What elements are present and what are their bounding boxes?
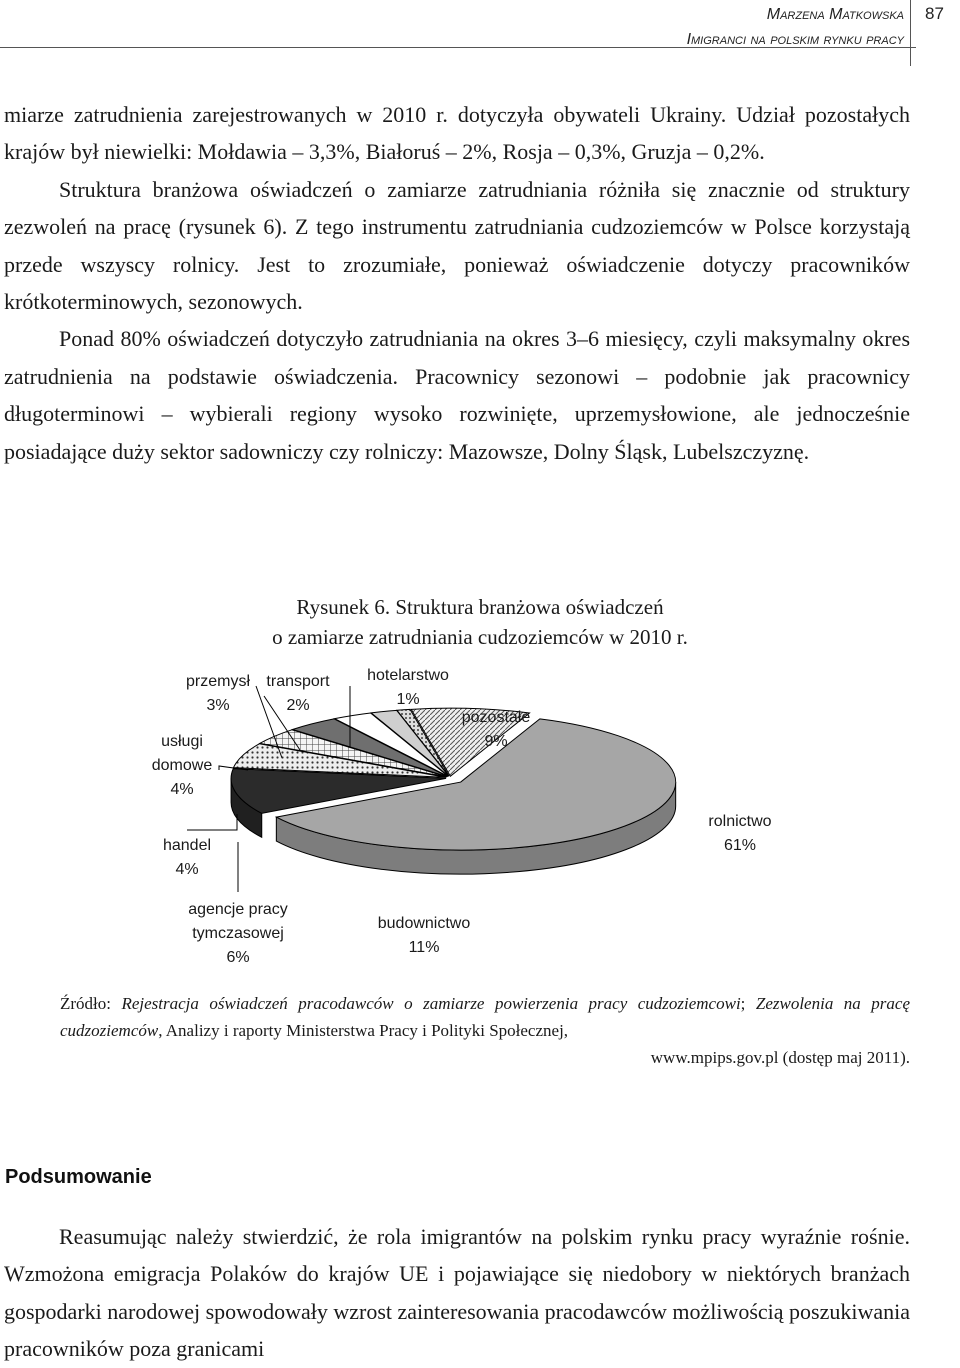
header-author: Marzena Matkowska — [766, 6, 904, 23]
pie-label-transport: transport 2% — [266, 673, 330, 714]
figure-caption — [0, 592, 960, 652]
page-number: 87 — [925, 4, 944, 23]
pie-label-hotelarstwo: hotelarstwo 1% — [367, 667, 449, 708]
source-publisher: , Analizy i raporty Ministerstwa Pracy i Polityki Społecznej, — [158, 1021, 569, 1040]
running-head — [687, 2, 904, 52]
pie-label-przemysł: przemysł 3% — [185, 673, 251, 714]
figure-caption-line-1: Rysunek 6. Struktura branżowa oświadczeń — [296, 595, 664, 619]
body-text — [4, 96, 910, 470]
pie-label-pozostałe: pozostałe 9% — [461, 709, 531, 750]
paragraph-1: miarze zatrudnienia zarejestrowanych w 2010 r. dotyczyła obywateli Ukrainy. Udział pozostałych krajów był niewielki: Mołdawia – 3,3%, Białoruś – 2%, Rosja – 0,3%, Gruzja – 0,2%. — [4, 102, 910, 165]
summary-text — [4, 1218, 910, 1368]
header-rule — [0, 47, 916, 48]
paragraph-3: Ponad 80% oświadczeń dotyczyło zatrudniania na okres 3–6 miesięcy, czyli maksymalny okres zatrudnienia na podstawie oświadczenia. Pracownicy sezonowi – podobnie jak pracownicy długoterminowi – wybierali regiony wysoko rozwinięte, uprzemysłowione, ale jednocześnie posiadające duży sektor sadowniczy czy rolniczy: Mazowsze, Dolny Śląsk, Lubelszczyznę. — [4, 326, 910, 464]
header-divider — [910, 0, 911, 66]
source-title-2: Zezwolenia na pracę cudzoziemców — [60, 994, 910, 1040]
pie-label-usługi-domowe: usługi domowe 4% — [151, 733, 213, 798]
source-url: www.mpips.gov.pl (dostęp maj 2011). — [650, 1048, 910, 1067]
summary-paragraph: Reasumując należy stwierdzić, że rola imigrantów na polskim rynku pracy wyraźnie rośnie. Wzmożona emigracja Polaków do krajów UE i pojawiające się niedobory w niektórych branżach gospodarki narodowej spowodowały wzrost zainteresowania pracodawców możliwością poszukiwania pracowników poza granicami — [4, 1224, 911, 1362]
section-title: Podsumowanie — [5, 1166, 152, 1188]
pie-leader-line — [187, 814, 237, 830]
source-label: Źródło — [60, 994, 107, 1013]
paragraph-2: Struktura branżowa oświadczeń o zamiarze zatrudniania różniła się znacznie od struktury zezwoleń na pracę (rysunek 6). Z tego instrumentu zatrudniania cudzoziemców w Polsce korzystają przede wszyscy rolnicy. Jest to zrozumiałe, ponieważ oświadczenie dotyczy pracowników krótkoterminowych, sezonowych. — [4, 176, 910, 315]
pie-label-budownictwo: budownictwo 11% — [377, 915, 471, 956]
figure-source: Źródło: Rejestracja oświadczeń pracodawców o zamiarze powierzenia pracy cudzoziemcowi; Zezwolenia na pracę cudzoziemców, Analizy i raporty Ministerstwa Pracy i Polityki Społecznej, www.mpips.gov.pl (dostęp maj 2011). — [60, 990, 910, 1071]
pie-label-handel: handel 4% — [162, 837, 212, 878]
pie-chart — [0, 660, 960, 990]
pie-label-agencje-pracy-tymczasowej: agencje pracy tymczasowej 6% — [188, 901, 288, 966]
figure-caption-line-2: o zamiarze zatrudniania cudzoziemców w 2010 r. — [272, 625, 688, 649]
source-title-1: Rejestracja oświadczeń pracodawców o zamiarze powierzenia pracy cudzoziemcowi — [121, 994, 741, 1013]
header-title: Imigranci na polskim rynku pracy — [686, 31, 904, 48]
pie-label-rolnictwo: rolnictwo 61% — [708, 813, 772, 854]
